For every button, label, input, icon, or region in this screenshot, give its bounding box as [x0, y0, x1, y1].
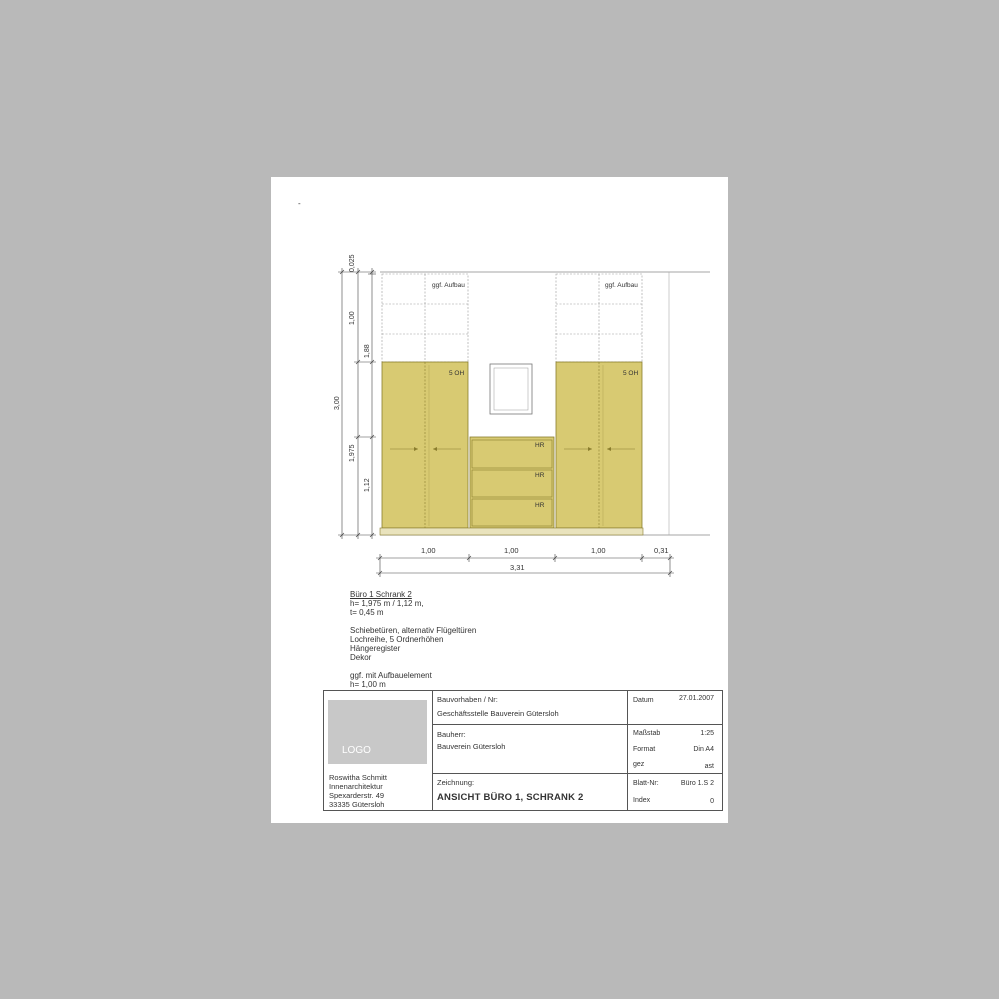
drawn-label: gez	[633, 761, 645, 768]
date-label: Datum	[633, 697, 654, 704]
format-label: Format	[633, 746, 656, 753]
designer-address	[329, 773, 387, 809]
designer-street: Spexarderstr. 49	[329, 791, 385, 800]
dim-0025: 0,025	[349, 254, 356, 272]
notes-line: Lochreihe, 5 Ordnerhöhen	[350, 635, 444, 644]
hr-label-1: HR	[535, 442, 545, 449]
dim-h-100-2: 1,00	[504, 546, 519, 555]
project-value: Geschäftsstelle Bauverein Gütersloh	[437, 709, 559, 718]
notes-line: Dekor	[350, 653, 372, 662]
designer-role: Innenarchitektur	[329, 782, 383, 791]
cabinet-right	[556, 362, 642, 528]
hr-label-2: HR	[535, 472, 545, 479]
sheet-value: Büro 1.S 2	[680, 780, 714, 787]
logo-placeholder	[328, 700, 427, 764]
format-value: Din A4	[693, 746, 714, 753]
hr-label-3: HR	[535, 502, 545, 509]
notes-line: Hängeregister	[350, 644, 401, 653]
date-value: 27.01.2007	[678, 695, 714, 702]
index-value: 0	[710, 798, 714, 805]
dim-h-031: 0,31	[654, 546, 669, 555]
title-block	[323, 690, 723, 811]
notes-line: Schiebetüren, alternativ Flügeltüren	[350, 626, 477, 635]
notes-title: Büro 1 Schrank 2	[350, 590, 412, 599]
sheet-label: Blatt-Nr:	[633, 780, 659, 787]
dim-188: 1,88	[364, 344, 371, 358]
index-label: Index	[633, 797, 651, 804]
drawing-value: ANSICHT BÜRO 1, SCHRANK 2	[437, 792, 584, 803]
dim-112: 1,12	[364, 478, 371, 492]
logo-text: LOGO	[342, 745, 371, 756]
designer-name: Roswitha Schmitt	[329, 773, 387, 782]
aufbau-label-left: ggf. Aufbau	[432, 282, 465, 289]
notes-line: h= 1,975 m / 1,12 m,	[350, 599, 424, 608]
cabinet-notes	[350, 590, 476, 689]
horizontal-dimension-lines	[376, 554, 674, 577]
oh-label-right: 5 OH	[623, 370, 639, 377]
window	[490, 364, 532, 414]
dim-h-100-3: 1,00	[591, 546, 606, 555]
designer-city: 33335 Gütersloh	[329, 800, 385, 809]
cabinet-left	[382, 362, 468, 528]
dim-300: 3,00	[334, 396, 341, 410]
cabinet-middle	[470, 437, 554, 528]
project-label: Bauvorhaben / Nr:	[437, 695, 498, 704]
aufbau-label-right: ggf. Aufbau	[605, 282, 638, 289]
plinth	[380, 528, 643, 535]
scale-value: 1:25	[700, 730, 714, 737]
notes-line: t= 0,45 m	[350, 608, 384, 617]
dim-h-331: 3,31	[510, 563, 525, 572]
client-label: Bauherr:	[437, 730, 466, 739]
dim-1975: 1,975	[349, 444, 356, 462]
dim-h-100-1: 1,00	[421, 546, 436, 555]
dim-100-top: 1,00	[349, 311, 356, 325]
stray-mark: -	[298, 199, 301, 208]
notes-line: ggf. mit Aufbauelement	[350, 671, 432, 680]
drawn-value: ast	[704, 763, 714, 770]
scale-label: Maßstab	[633, 730, 661, 737]
oh-label-left: 5 OH	[449, 370, 465, 377]
notes-line: h= 1,00 m	[350, 680, 386, 689]
vertical-dimension-lines	[338, 268, 376, 539]
drawing-label: Zeichnung:	[437, 778, 475, 787]
client-value: Bauverein Gütersloh	[437, 742, 506, 751]
